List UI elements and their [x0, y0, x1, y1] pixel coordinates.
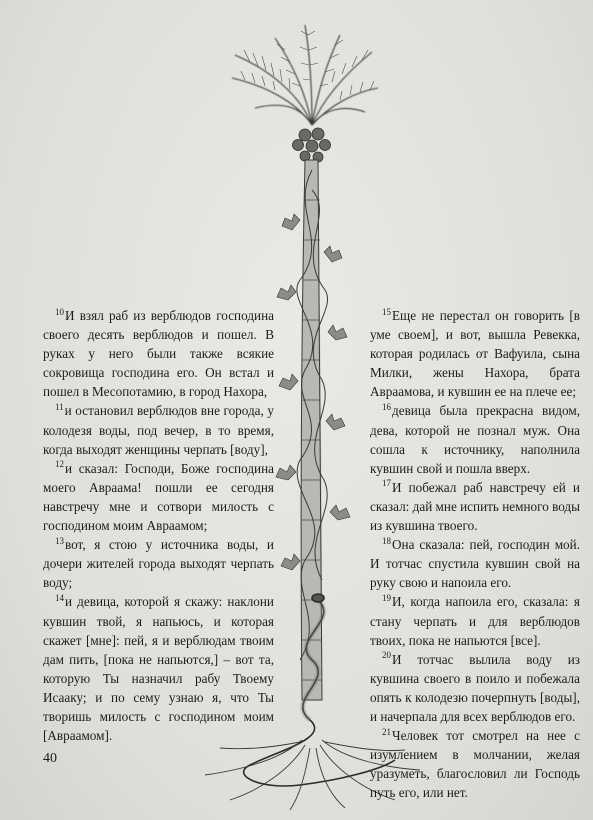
verse-15: [370, 306, 580, 401]
verse-text: И побежал раб навстречу ей и сказал: дай мне испить немного воды из кувшина твоего.: [370, 479, 581, 534]
verse-10: [43, 306, 274, 401]
verse-14: [43, 592, 274, 745]
verse-number: 16: [382, 402, 391, 413]
verse-number: 10: [55, 306, 64, 317]
verse-number: 15: [382, 306, 391, 317]
verse-18: [370, 535, 580, 592]
verse-text: Она сказала: пей, господин мой. И тотчас спустила кувшин свой на руку свою и напоила его.: [370, 537, 580, 591]
verse-number: 14: [55, 593, 64, 604]
verse-number: 21: [382, 726, 391, 737]
page-number: 40: [43, 751, 57, 766]
verse-text: И тотчас вылила воду из кувшина своего в поило и побежала опять к колодезю почерпнуть [воды], и начерпала для всех верблюдов его.: [370, 651, 580, 724]
verse-text: И взял раб из верблюдов господина своего десять верблюдов и пошел. В руках у него были также всякие сокровища господина его. Он встал и пошел в Месопотамию, в город Нахора,: [43, 308, 274, 400]
verse-text: и девица, которой я скажу: наклони кувшин твой, я напьюсь, и которая скажет [мне]: пей, я и верблюдам твоим дам пить, [пока не напьются,] – вот та, которую Ты назначил рабу Твоему Исааку; и по сему узнаю я, что Ты творишь милость с господином моим [Авраамом].: [43, 594, 274, 744]
verse-number: 17: [382, 478, 391, 489]
verse-20: [370, 650, 580, 726]
left-text-column: [43, 306, 274, 745]
verse-text: и остановил верблюдов вне города, у колодезя воды, под вечер, в то время, когда выходят женщины черпать [воду],: [43, 403, 274, 457]
right-text-column: [370, 306, 580, 802]
verse-number: 11: [55, 402, 64, 413]
verse-21: [370, 726, 580, 802]
verse-text: Еще не перестал он говорить [в уме своем], и вот, вышла Ревекка, которая родилась от Вафуила, сына Милки, жены Нахора, брата Авраамова, и кувшин ее на плече ее;: [370, 308, 580, 400]
verse-11: [43, 401, 274, 458]
verse-13: [43, 535, 274, 592]
verse-number: 18: [382, 535, 391, 546]
verse-number: 13: [55, 535, 64, 546]
verse-17: [370, 478, 580, 535]
date-cluster: [293, 128, 331, 162]
verse-number: 19: [382, 593, 391, 604]
verse-text: И, когда напоила его, сказала: я стану черпать и для верблюдов твоих, пока не напьются [все].: [370, 594, 580, 648]
verse-number: 20: [382, 650, 391, 661]
verse-16: [370, 401, 580, 477]
palm-fronds: [232, 25, 378, 125]
verse-12: [43, 459, 274, 535]
verse-number: 12: [55, 459, 64, 470]
verse-text: Человек тот смотрел на нее с изумлением в молчании, желая уразуметь, благословил ли Господь путь его, или нет.: [370, 728, 580, 801]
verse-text: девица была прекрасна видом, дева, которой не познал муж. Она сошла к источнику, наполнила кувшин свой и пошла вверх.: [370, 403, 580, 476]
verse-text: вот, я стою у источника воды, и дочери жителей города выходят черпать воду;: [43, 537, 274, 591]
verse-text: и сказал: Господи, Боже господина моего Авраама! пошли ее сегодня навстречу мне и сотвори милость с господином моим Авраамом;: [43, 460, 274, 534]
verse-19: [370, 592, 580, 649]
